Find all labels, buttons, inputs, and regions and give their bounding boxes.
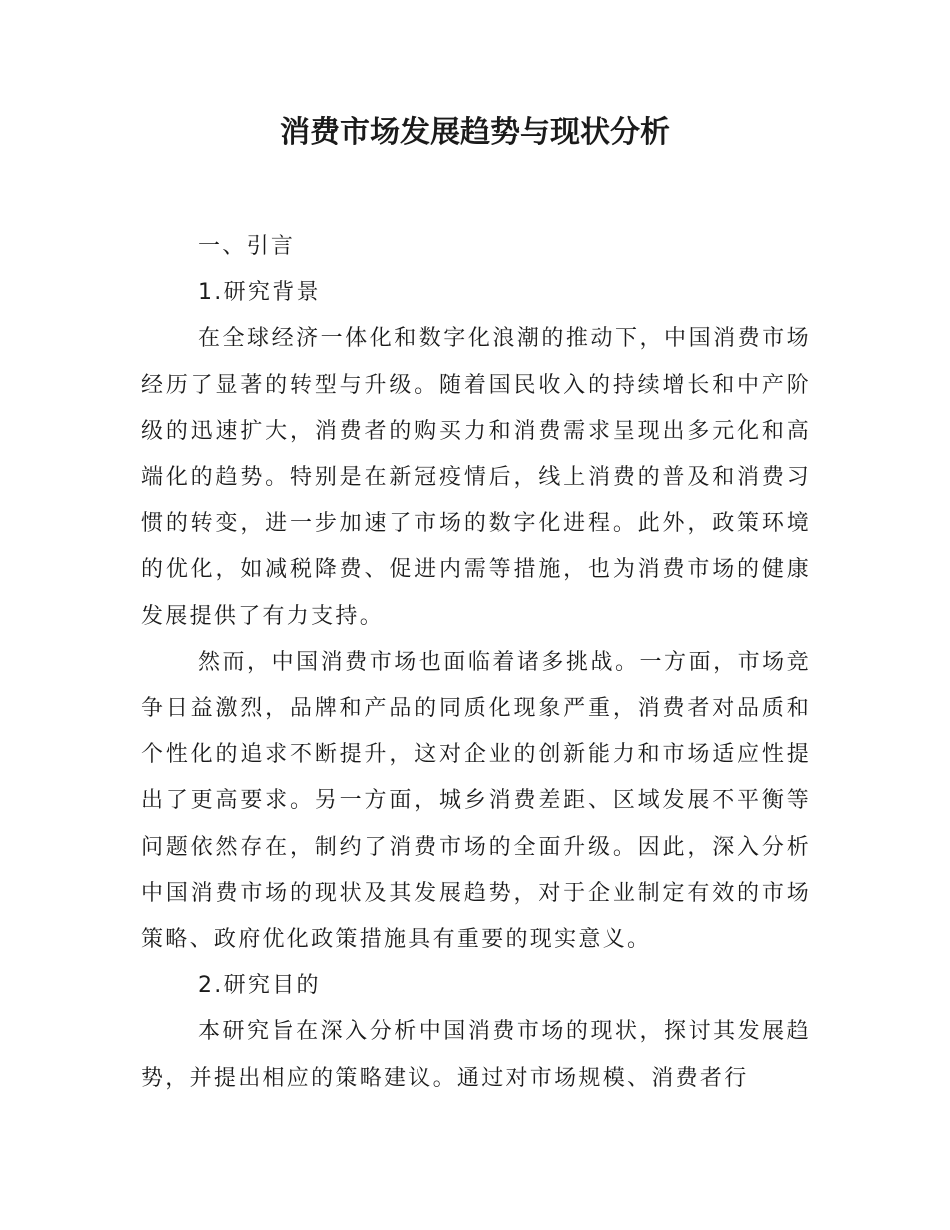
- paragraph-purpose: 本研究旨在深入分析中国消费市场的现状，探讨其发展趋势，并提出相应的策略建议。通过对市场规模、消费者行: [141, 1019, 811, 1091]
- paragraph-background-2: 然而，中国消费市场也面临着诸多挑战。一方面，市场竞争日益激烈，品牌和产品的同质化现象严重，消费者对品质和个性化的追求不断提升，这对企业的创新能力和市场适应性提出了更高要求。另一方面，城乡消费差距、区域发展不平衡等问题依然存在，制约了消费市场的全面升级。因此，深入分析中国消费市场的现状及其发展趋势，对于企业制定有效的市场策略、政府优化政策措施具有重要的现实意义。: [141, 649, 811, 953]
- document-title: 消费市场发展趋势与现状分析: [280, 115, 670, 150]
- section-heading-introduction: 一、引言: [198, 234, 296, 259]
- subsection-heading-purpose: 2.研究目的: [198, 973, 321, 999]
- paragraph-background-1: 在全球经济一体化和数字化浪潮的推动下，中国消费市场经历了显著的转型与升级。随着国民收入的持续增长和中产阶级的迅速扩大，消费者的购买力和消费需求呈现出多元化和高端化的趋势。特别是在新冠疫情后，线上消费的普及和消费习惯的转变，进一步加速了市场的数字化进程。此外，政策环境的优化，如减税降费、促进内需等措施，也为消费市场的健康发展提供了有力支持。: [141, 326, 811, 629]
- document-body: [141, 224, 811, 1102]
- subsection-heading-background: 1.研究背景: [198, 280, 321, 306]
